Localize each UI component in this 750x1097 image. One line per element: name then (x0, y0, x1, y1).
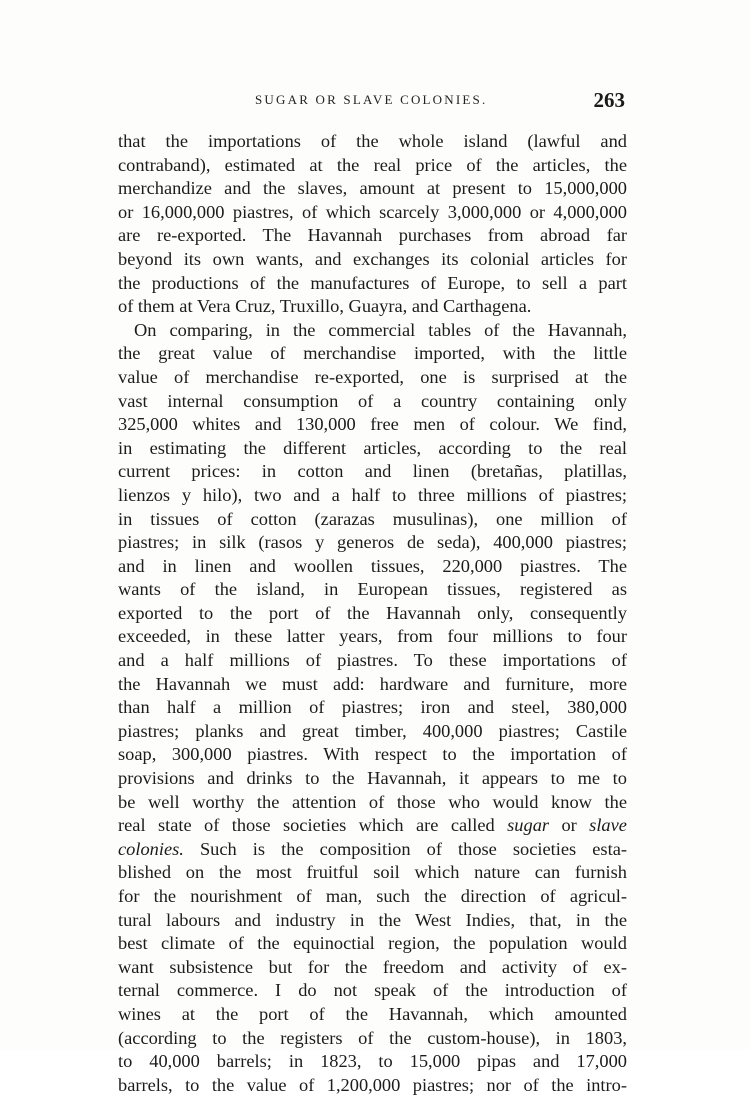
text-line: be well worthy the attention of those who would know the (118, 791, 627, 812)
page-number: 263 (593, 88, 625, 112)
text-line: best climate of the equinoctial region, the population would (118, 933, 627, 954)
text-line-with-italics (118, 838, 627, 862)
text-line: vast internal consumption of a country containing only (118, 390, 627, 411)
text-line: tural labours and industry in the West Indies, that, in the (118, 909, 627, 930)
running-title: SUGAR OR SLAVE COLONIES. (255, 92, 488, 107)
text-line: beyond its own wants, and exchanges its colonial articles for (118, 248, 627, 269)
text-line: for the nourishment of man, such the direction of agricul- (118, 886, 627, 906)
text-line-with-italics (118, 814, 627, 838)
text-fragment: real state of those societies which are called (118, 815, 495, 836)
text-line: in tissues of cotton (zarazas musulinas), one million of (118, 508, 627, 529)
text-line: 325,000 whites and 130,000 free men of colour. We find, (118, 414, 627, 435)
text-line: current prices: in cotton and linen (bretañas, platillas, (118, 461, 627, 482)
text-line: the great value of merchandise imported, with the little (118, 343, 627, 364)
text-fragment: or (561, 815, 577, 836)
text-line: in estimating the different articles, according to the real (118, 437, 627, 458)
text-line: wines at the port of the Havannah, which amounted (118, 1003, 627, 1024)
text-line: to 40,000 barrels; in 1823, to 15,000 pipas and 17,000 (118, 1051, 627, 1072)
text-line: wants of the island, in European tissues, registered as (118, 579, 627, 600)
text-line: exported to the port of the Havannah only, consequently (118, 602, 627, 623)
text-line: piastres; planks and great timber, 400,000 piastres; Castile (118, 720, 627, 741)
text-line: are re-exported. The Havannah purchases from abroad far (118, 225, 627, 246)
text-line: and a half millions of piastres. To these importations of (118, 650, 627, 671)
text-line: that the importations of the whole island (lawful and (118, 131, 627, 151)
paragraph-start-line: On comparing, in the commercial tables of the Havannah, (134, 319, 627, 340)
text-line: want subsistence but for the freedom and activity of ex- (118, 956, 627, 977)
running-head (255, 88, 625, 114)
text-fragment: Such is the composition of those societies esta- (199, 838, 627, 859)
text-line: blished on the most fruitful soil which nature can furnish (118, 862, 627, 883)
italic-word: colonies. (118, 838, 184, 859)
text-line: of them at Vera Cruz, Truxillo, Guayra, and Carthagena. (118, 296, 532, 317)
body-text (118, 130, 627, 1097)
text-line: and in linen and woollen tissues, 220,000 piastres. The (118, 555, 627, 576)
text-line: the Havannah we must add: hardware and furniture, more (118, 673, 627, 694)
text-line: (according to the registers of the custom-house), in 1803, (118, 1027, 627, 1048)
text-line: exceeded, in these latter years, from four millions to four (118, 626, 627, 647)
text-line: ternal commerce. I do not speak of the introduction of (118, 980, 627, 1001)
text-line: the productions of the manufactures of Europe, to sell a part (118, 272, 627, 293)
text-line: lienzos y hilo), two and a half to three millions of piastres; (118, 484, 627, 505)
text-line: contraband), estimated at the real price of the articles, the (118, 154, 627, 175)
italic-word: slave (589, 815, 627, 836)
text-line: value of merchandise re-exported, one is surprised at the (118, 366, 627, 387)
text-line: or 16,000,000 piastres, of which scarcely 3,000,000 or 4,000,000 (118, 201, 627, 222)
text-line: barrels, to the value of 1,200,000 piastres; nor of the intro- (118, 1074, 627, 1095)
text-line: provisions and drinks to the Havannah, it appears to me to (118, 768, 627, 789)
text-line: than half a million of piastres; iron and steel, 380,000 (118, 697, 627, 718)
text-line: merchandize and the slaves, amount at present to 15,000,000 (118, 178, 627, 199)
text-line: soap, 300,000 piastres. With respect to the importation of (118, 744, 627, 765)
italic-word: sugar (507, 815, 550, 836)
text-line: piastres; in silk (rasos y generos de seda), 400,000 piastres; (118, 532, 627, 553)
